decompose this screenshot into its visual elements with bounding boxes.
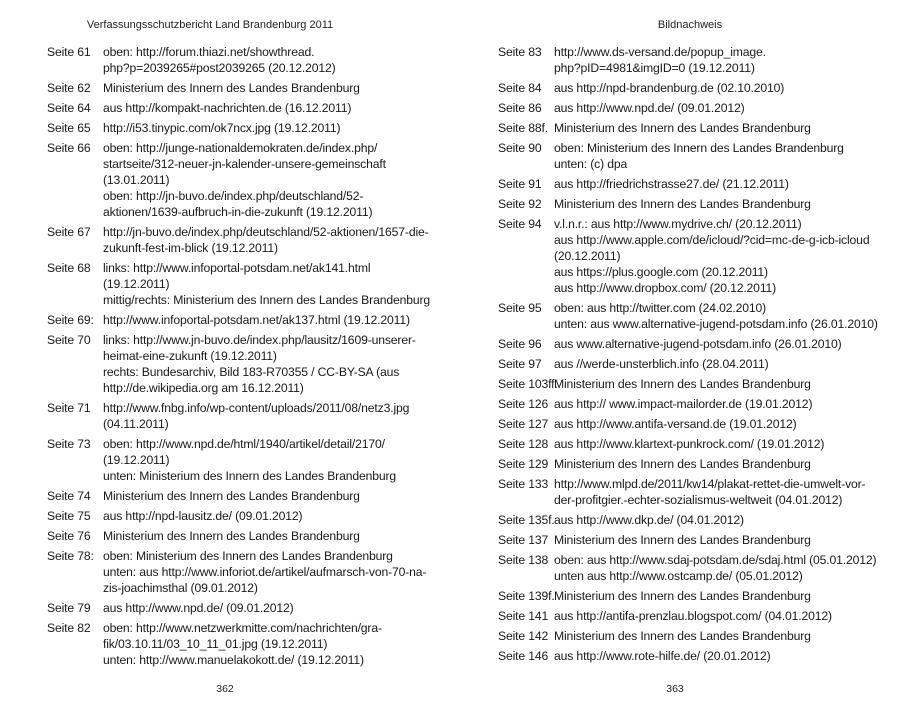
entry-page-ref: Seite 137 <box>498 533 549 547</box>
entry-source <box>554 532 858 548</box>
entry-page-ref: Seite 67 <box>47 225 91 239</box>
entry-source-line: (04.11.2011) <box>103 417 169 431</box>
entry-page-ref: Seite 127 <box>498 417 549 431</box>
entry-source-line: aus www.alternative-jugend-potsdam.info (26.01.2010) <box>554 337 842 351</box>
credit-entry <box>47 600 415 616</box>
entry-source <box>554 196 858 212</box>
entry-source-line: aus //werde-unsterblich.info (28.04.2011) <box>554 357 769 371</box>
credit-entry <box>498 44 858 76</box>
credit-entry <box>47 332 415 396</box>
credit-entry <box>498 512 858 528</box>
credit-entry <box>498 552 877 584</box>
credit-entry <box>47 120 415 136</box>
entry-source <box>554 512 858 528</box>
running-header: Bildnachweis <box>657 19 723 31</box>
entry-source <box>103 224 429 256</box>
entry-source <box>103 488 415 504</box>
entry-source-line: http://jn-buvo.de/index.php/deutschland/52-aktionen/1657-die- <box>103 225 429 239</box>
entry-source <box>554 176 858 192</box>
credit-entry <box>498 216 870 296</box>
entry-source-line: Ministerium des Innern des Landes Brandenburg <box>554 629 811 643</box>
entry-source-line: mittig/rechts: Ministerium des Innern des Landes Brandenburg <box>103 293 431 307</box>
entry-source-line: unten: http://www.manuelakokott.de/ (19.12.2011) <box>103 653 364 667</box>
credit-entry <box>47 312 415 328</box>
entry-page-ref: Seite 70 <box>47 333 91 347</box>
entry-source-line: http://www.ds-versand.de/popup_image. <box>554 45 766 59</box>
entry-source-line: aus http://kompakt-nachrichten.de (16.12.2011) <box>103 101 352 115</box>
entry-page-ref: Seite 141 <box>498 609 549 623</box>
entry-page-ref: Seite 76 <box>47 529 91 543</box>
entry-source-line: unten: Ministerium des Innern des Landes Brandenburg <box>103 469 397 483</box>
entry-source-line: aus http:// www.impact-mailorder.de (19.01.2012) <box>554 397 813 411</box>
entry-page-ref: Seite 88f. <box>498 121 548 135</box>
credit-list <box>498 44 878 668</box>
entry-source-line: unten: aus www.alternative-jugend-potsdam.info (26.01.2010) <box>554 317 878 331</box>
entry-source <box>103 400 415 432</box>
entry-source-line: (20.12.2011) <box>554 249 621 263</box>
entry-source <box>103 332 416 396</box>
entry-source-line: http://www.fnbg.info/wp-content/uploads/2011/08/netz3.jpg <box>103 401 410 415</box>
credit-entry <box>498 648 858 664</box>
entry-source-line: aus http://www.npd.de/ (09.01.2012) <box>103 601 294 615</box>
entry-source-line: (13.01.2011) <box>103 173 170 187</box>
entry-source-line: Ministerium des Innern des Landes Brandenburg <box>103 529 360 543</box>
entry-source-line: Ministerium des Innern des Landes Brandenburg <box>554 589 811 603</box>
entry-source-line: oben: http://junge-nationaldemokraten.de/index.php/ <box>103 141 378 155</box>
entry-source <box>554 552 876 584</box>
credit-entry <box>498 396 858 412</box>
entry-source-line: aus http://antifa-prenzlau.blogspot.com/ (04.01.2012) <box>554 609 832 623</box>
entry-page-ref: Seite 96 <box>498 337 542 351</box>
credit-entry <box>47 140 415 220</box>
credit-entry <box>498 80 858 96</box>
entry-source-line: Ministerium des Innern des Landes Brandenburg <box>103 81 360 95</box>
entry-source <box>554 216 869 296</box>
credit-list <box>47 44 431 672</box>
entry-source-line: oben: http://www.npd.de/html/1940/artikel/detail/2170/ <box>103 437 385 451</box>
credit-entry <box>498 120 858 136</box>
entry-source-line: Ministerium des Innern des Landes Brandenburg <box>554 121 811 135</box>
entry-page-ref: Seite 75 <box>47 509 91 523</box>
credit-entry <box>47 488 415 504</box>
entry-source-line: rechts: Bundesarchiv, Bild 183-R70355 / CC-BY-SA (aus <box>103 365 400 379</box>
entry-source-line: Ministerium des Innern des Landes Brandenburg <box>554 457 811 471</box>
entry-source <box>103 120 415 136</box>
entry-source <box>554 648 858 664</box>
entry-source-line: heimat-eine-zukunft (19.12.2011) <box>103 349 277 363</box>
entry-source-line: aus https://plus.google.com (20.12.2011) <box>554 265 768 279</box>
right-page <box>450 0 900 712</box>
entry-page-ref: Seite 126 <box>498 397 549 411</box>
entry-source-line: aktionen/1639-aufbruch-in-die-zukunft (19.12.2011) <box>103 205 373 219</box>
credit-entry <box>47 436 415 484</box>
entry-source <box>103 600 415 616</box>
entry-source-line: unten: aus http://www.inforiot.de/artikel/aufmarsch-von-70-na- <box>103 565 427 579</box>
entry-source <box>554 588 858 604</box>
entry-page-ref: Seite 103ff. <box>498 377 558 391</box>
entry-page-ref: Seite 78: <box>47 549 94 563</box>
entry-source-line: oben: http://jn-buvo.de/index.php/deutschland/52- <box>103 189 364 203</box>
entry-source-line: unten aus http://www.ostcamp.de/ (05.01.2012) <box>554 569 803 583</box>
credit-entry <box>498 336 858 352</box>
entry-source-line: startseite/312-neuer-jn-kalender-unsere-gemeinschaft <box>103 157 386 171</box>
entry-source-line: php?pID=4981&imgID=0 (19.12.2011) <box>554 61 755 75</box>
entry-source-line: links: http://www.jn-buvo.de/index.php/lausitz/1609-unserer- <box>103 333 416 347</box>
page-number: 362 <box>216 683 234 695</box>
entry-source-line: unten: (c) dpa <box>554 157 628 171</box>
entry-source <box>554 376 858 392</box>
entry-page-ref: Seite 68 <box>47 261 91 275</box>
entry-page-ref: Seite 135f. <box>498 513 555 527</box>
credit-entry <box>498 416 858 432</box>
entry-source <box>103 100 415 116</box>
entry-source-line: fik/03.10.11/03_10_11_01.jpg (19.12.2011) <box>103 637 328 651</box>
entry-source-line: Ministerium des Innern des Landes Brandenburg <box>554 197 811 211</box>
entry-source-line: oben: aus http://twitter.com (24.02.2010) <box>554 301 766 315</box>
entry-source-line: http://de.wikipedia.org am 16.12.2011) <box>103 381 304 395</box>
entry-page-ref: Seite 82 <box>47 621 91 635</box>
entry-page-ref: Seite 64 <box>47 101 91 115</box>
entry-source <box>103 44 415 76</box>
credit-entry <box>498 608 858 624</box>
entry-page-ref: Seite 97 <box>498 357 542 371</box>
entry-source-line: oben: http://www.netzwerkmitte.com/nachrichten/gra- <box>103 621 382 635</box>
entry-source-line: aus http://friedrichstrasse27.de/ (21.12.2011) <box>554 177 789 191</box>
entry-source <box>554 396 858 412</box>
credit-entry <box>498 628 858 644</box>
entry-source-line: php?p=2039265#post2039265 (20.12.2012) <box>103 61 336 75</box>
entry-source <box>554 628 858 644</box>
credit-entry <box>47 620 415 668</box>
entry-page-ref: Seite 66 <box>47 141 91 155</box>
entry-page-ref: Seite 79 <box>47 601 91 615</box>
credit-entry <box>498 532 858 548</box>
entry-page-ref: Seite 62 <box>47 81 91 95</box>
entry-source <box>103 548 426 596</box>
entry-source <box>554 476 865 508</box>
entry-source-line: oben: http://forum.thiazi.net/showthread. <box>103 45 315 59</box>
credit-entry <box>498 196 858 212</box>
entry-source-line: (19.12.2011) <box>103 277 170 291</box>
entry-page-ref: Seite 69: <box>47 313 94 327</box>
entry-source <box>103 508 415 524</box>
credit-entry <box>498 436 858 452</box>
entry-page-ref: Seite 95 <box>498 301 542 315</box>
entry-page-ref: Seite 86 <box>498 101 542 115</box>
entry-page-ref: Seite 138 <box>498 553 549 567</box>
credit-entry <box>47 260 431 308</box>
credit-entry <box>498 356 858 372</box>
entry-page-ref: Seite 139f. <box>498 589 555 603</box>
entry-source <box>103 140 415 220</box>
entry-source-line: aus http://npd-lausitz.de/ (09.01.2012) <box>103 509 303 523</box>
entry-page-ref: Seite 94 <box>498 217 542 231</box>
entry-source <box>554 336 858 352</box>
entry-page-ref: Seite 84 <box>498 81 542 95</box>
credit-entry <box>498 376 858 392</box>
entry-source-line: http://www.infoportal-potsdam.net/ak137.html (19.12.2011) <box>103 313 410 327</box>
credit-entry <box>47 400 415 432</box>
entry-source <box>103 620 415 668</box>
running-header: Verfassungsschutzbericht Land Brandenburg 2011 <box>86 19 334 31</box>
credit-entry <box>498 456 858 472</box>
entry-source-line: aus http://npd-brandenburg.de (02.10.2010) <box>554 81 785 95</box>
credit-entry <box>498 300 878 332</box>
entry-source <box>554 80 858 96</box>
credit-entry <box>47 508 415 524</box>
entry-source-line: oben: Ministerium des Innern des Landes Brandenburg <box>103 549 393 563</box>
entry-source <box>103 312 415 328</box>
entry-source <box>554 416 858 432</box>
credit-entry <box>47 224 429 256</box>
entry-source-line: links: http://www.infoportal-potsdam.net/ak141.html <box>103 261 371 275</box>
entry-source-line: zis-joachimsthal (09.01.2012) <box>103 581 258 595</box>
entry-source <box>554 44 858 76</box>
entry-source <box>554 436 858 452</box>
entry-source <box>554 356 858 372</box>
entry-source-line: aus http://www.apple.com/de/icloud/?cid=mc-de-g-icb-icloud <box>554 233 870 247</box>
entry-page-ref: Seite 129 <box>498 457 549 471</box>
entry-page-ref: Seite 92 <box>498 197 542 211</box>
entry-page-ref: Seite 61 <box>47 45 91 59</box>
entry-source-line: Ministerium des Innern des Landes Brandenburg <box>103 489 360 503</box>
entry-source-line: Ministerium des Innern des Landes Brandenburg <box>554 533 811 547</box>
entry-source-line: der-profitgier.-echter-sozialismus-weltweit (04.01.2012) <box>554 493 843 507</box>
page-number: 363 <box>666 683 684 695</box>
entry-source <box>103 436 415 484</box>
entry-source-line: aus http://www.klartext-punkrock.com/ (19.01.2012) <box>554 437 825 451</box>
entry-source-line: aus http://www.dropbox.com/ (20.12.2011) <box>554 281 777 295</box>
entry-page-ref: Seite 91 <box>498 177 542 191</box>
entry-page-ref: Seite 73 <box>47 437 91 451</box>
entry-page-ref: Seite 133 <box>498 477 549 491</box>
entry-source-line: oben: Ministerium des Innern des Landes Brandenburg <box>554 141 844 155</box>
entry-source-line: Ministerium des Innern des Landes Brandenburg <box>554 377 811 391</box>
credit-entry <box>498 588 858 604</box>
credit-entry <box>47 528 415 544</box>
entry-source-line: oben: aus http://www.sdaj-potsdam.de/sdaj.html (05.01.2012) <box>554 553 877 567</box>
entry-source <box>554 300 878 332</box>
credit-entry <box>47 100 415 116</box>
entry-page-ref: Seite 83 <box>498 45 542 59</box>
credit-entry <box>498 176 858 192</box>
entry-page-ref: Seite 65 <box>47 121 91 135</box>
entry-page-ref: Seite 146 <box>498 649 549 663</box>
entry-source <box>554 120 858 136</box>
entry-page-ref: Seite 74 <box>47 489 91 503</box>
credit-entry <box>498 476 866 508</box>
entry-source <box>103 528 415 544</box>
entry-source <box>103 260 430 308</box>
credit-entry <box>498 140 858 172</box>
credit-entry <box>47 80 415 96</box>
entry-source-line: http://i53.tinypic.com/ok7ncx.jpg (19.12.2011) <box>103 121 341 135</box>
entry-page-ref: Seite 71 <box>47 401 91 415</box>
entry-source <box>103 80 415 96</box>
entry-source-line: aus http://www.dkp.de/ (04.01.2012) <box>554 513 744 527</box>
credit-entry <box>47 44 415 76</box>
credit-entry <box>498 100 858 116</box>
entry-source-line: http://www.mlpd.de/2011/kw14/plakat-rettet-die-umwelt-vor- <box>554 477 866 491</box>
entry-source-line: aus http://www.rote-hilfe.de/ (20.01.2012) <box>554 649 771 663</box>
credit-entry <box>47 548 427 596</box>
entry-source-line: v.l.n.r.: aus http://www.mydrive.ch/ (20.12.2011) <box>554 217 802 231</box>
entry-source-line: aus http://www.npd.de/ (09.01.2012) <box>554 101 745 115</box>
entry-source <box>554 608 858 624</box>
entry-source-line: (19.12.2011) <box>103 453 170 467</box>
entry-source-line: aus http://www.antifa-versand.de (19.01.2012) <box>554 417 797 431</box>
entry-source <box>554 140 858 172</box>
entry-source <box>554 456 858 472</box>
entry-source-line: zukunft-fest-im-blick (19.12.2011) <box>103 241 278 255</box>
entry-source <box>554 100 858 116</box>
entry-page-ref: Seite 90 <box>498 141 542 155</box>
entry-page-ref: Seite 128 <box>498 437 549 451</box>
entry-page-ref: Seite 142 <box>498 629 549 643</box>
